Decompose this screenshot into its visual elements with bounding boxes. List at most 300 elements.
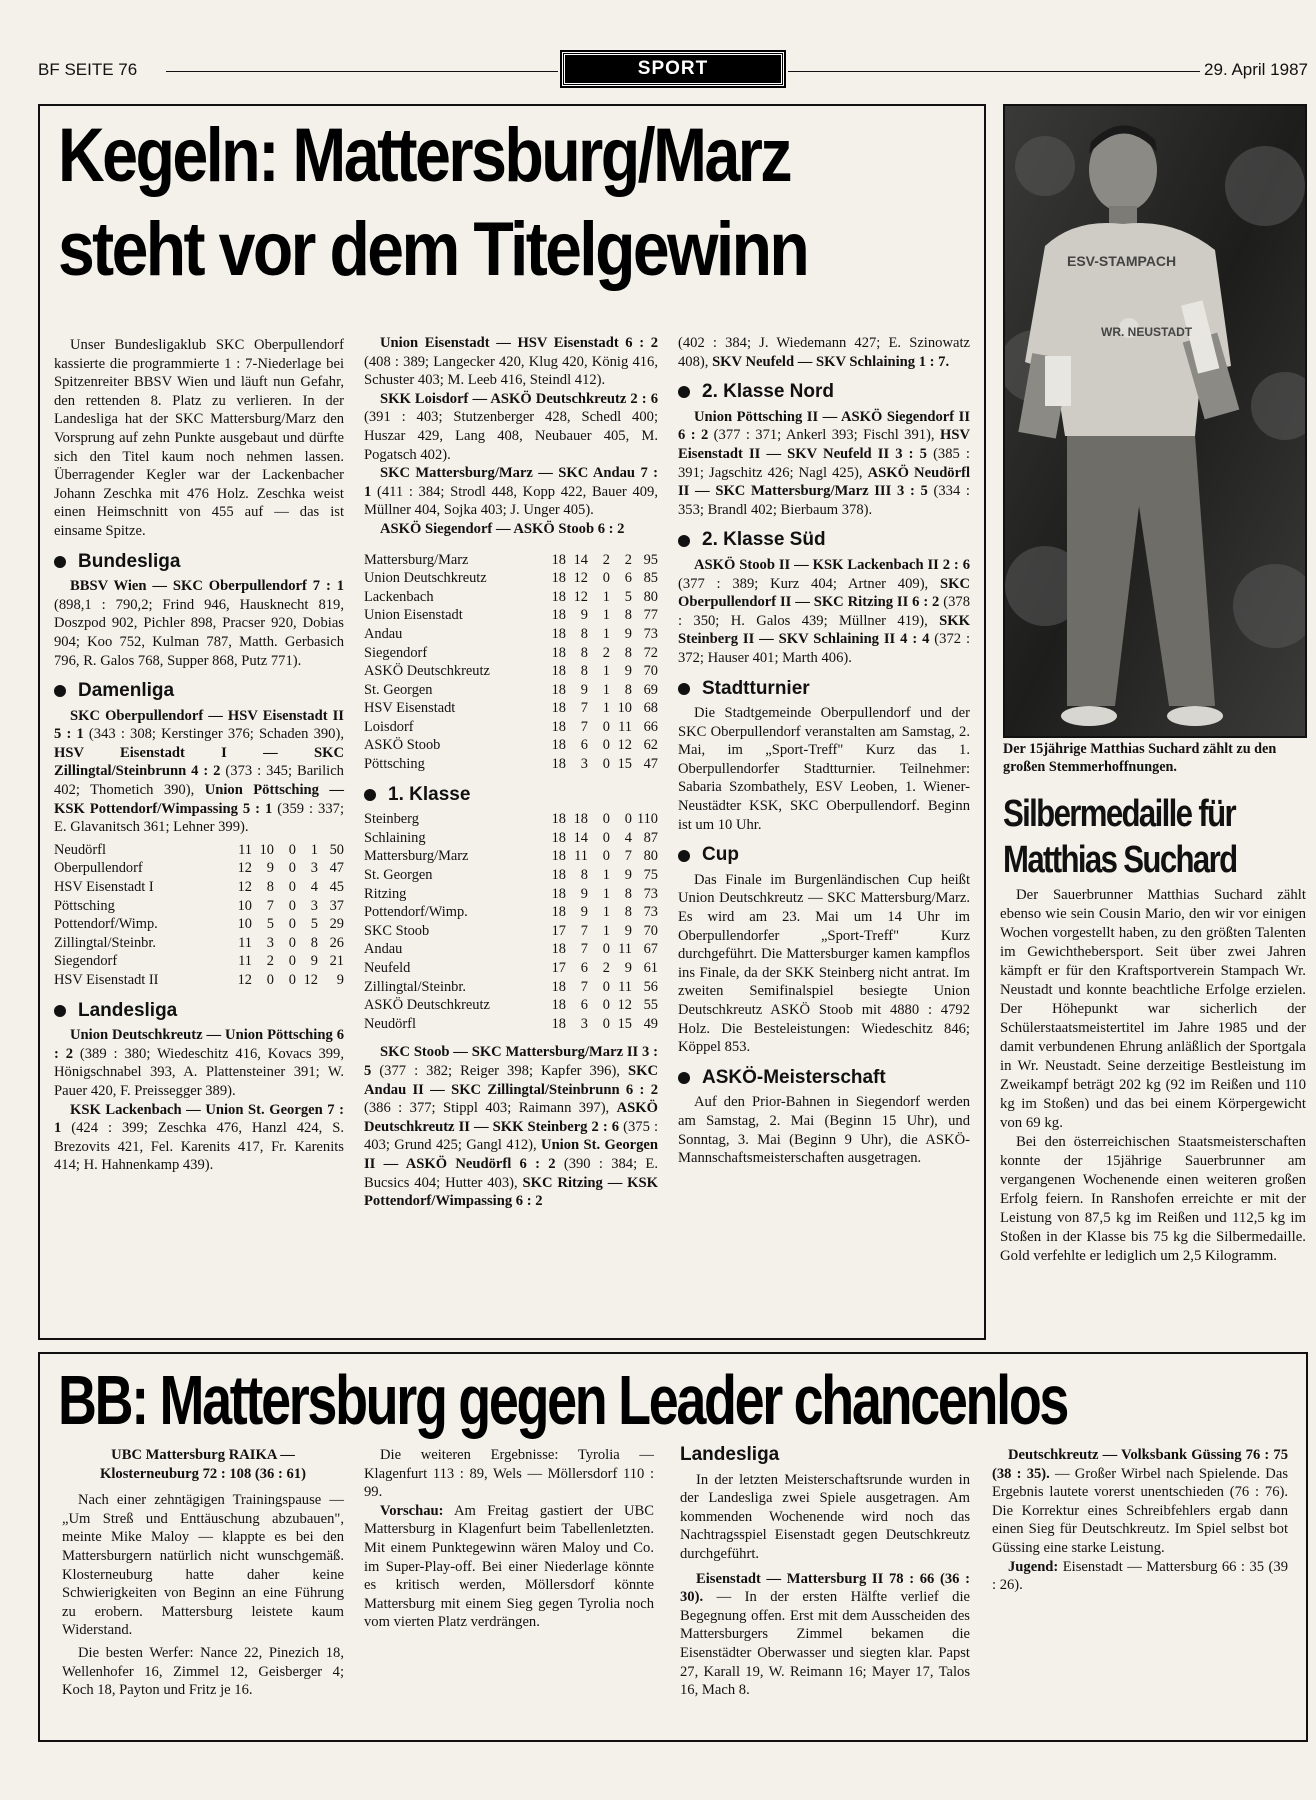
table-row bbox=[364, 681, 658, 700]
team-name-cell: Neudörfl bbox=[54, 841, 106, 858]
section-2-klasse-sued bbox=[678, 531, 970, 550]
stat-cell: 66 bbox=[643, 718, 658, 735]
match-result: SKC Stoob — SKC Mattersburg/Marz II 3 : 5 bbox=[364, 1044, 658, 1079]
match-details: (378 : 350; H. Galos 439; Müllner 419), bbox=[678, 594, 970, 629]
jugend-text: Eisenstadt — Mattersburg 66 : 35 (39 : 26). bbox=[992, 1558, 1288, 1594]
match-result: Union Eisenstadt — HSV Eisenstadt 6 : 2 bbox=[380, 335, 658, 351]
stat-cell: 0 bbox=[288, 841, 296, 858]
stat-cell: 0 bbox=[288, 972, 296, 988]
stat-cell: 72 bbox=[643, 644, 658, 661]
bullet-icon bbox=[54, 1005, 66, 1017]
table-row bbox=[54, 971, 344, 990]
stat-cell: 14 bbox=[573, 829, 588, 846]
match-result: ASKÖ Deutschkreutz II — SKK Steinberg 2 : 6 bbox=[364, 1100, 658, 1135]
basketball-vorschau bbox=[364, 1502, 654, 1632]
section-cup bbox=[678, 846, 970, 865]
match-details: (377 : 382; Reiger 398; Kapfer 396), bbox=[371, 1062, 628, 1079]
section-damenliga bbox=[54, 682, 344, 701]
section-title: 2. Klasse Nord bbox=[702, 381, 834, 403]
stat-cell: 18 bbox=[573, 811, 588, 828]
stat-cell: 0 bbox=[602, 941, 610, 958]
basketball-jugend bbox=[992, 1558, 1288, 1595]
stat-cell: 11 bbox=[618, 941, 632, 958]
table-row bbox=[364, 940, 658, 959]
stat-cell: 9 bbox=[624, 922, 632, 939]
stat-cell: 12 bbox=[237, 972, 252, 988]
team-name-cell: Schlaining bbox=[364, 829, 426, 846]
stat-cell: 8 bbox=[624, 885, 632, 902]
match-details: (424 : 399; Zeschka 476, Hanzl 424, S. Brezovits 421, Fel. Karenits 417, Fr. Karenits 414; H. Hahnenkamp 439). bbox=[54, 1120, 344, 1174]
table-row bbox=[364, 959, 658, 978]
stat-cell: 11 bbox=[618, 978, 632, 995]
stat-cell: 5 bbox=[624, 588, 632, 605]
team-name-cell: Neudörfl bbox=[364, 1015, 416, 1032]
photo-caption: Der 15jährige Matthias Suchard zählt zu den großen Stemmerhoffnungen. bbox=[1003, 741, 1277, 775]
kegeln-headline-line1: Kegeln: Mattersburg/Marz bbox=[58, 113, 791, 198]
stat-cell: 8 bbox=[624, 681, 632, 698]
bullet-icon bbox=[678, 850, 690, 862]
stat-cell: 12 bbox=[237, 860, 252, 877]
stat-cell: 80 bbox=[643, 848, 658, 865]
stat-cell: 45 bbox=[329, 879, 344, 896]
stat-cell: 77 bbox=[643, 607, 658, 624]
stat-cell: 67 bbox=[643, 941, 658, 958]
section-title: Bundesliga bbox=[78, 550, 181, 572]
match-details: — In der ersten Hälfte verlief die Begegnung offen. Erst mit dem Ausscheiden des Mattersburgers Zimmel bekamen die Eisenstädter Oberwasser und siegten klar. Papst 27, Karall 19, W. Reimann 16; Mayer 17, Talos 16, Mach 8. bbox=[680, 1589, 970, 1699]
issue-date: 29. April 1987 bbox=[1204, 60, 1308, 79]
basketball-column-1 bbox=[62, 1446, 344, 1700]
stat-cell: 0 bbox=[266, 972, 274, 988]
stat-cell: 3 bbox=[266, 934, 274, 951]
stat-cell: 0 bbox=[288, 860, 296, 877]
table-row bbox=[54, 934, 344, 953]
basketball-headline: BB: Mattersburg gegen Leader chancenlos bbox=[58, 1361, 1068, 1439]
match-details: (411 : 384; Strodl 448, Kopp 422, Bauer 409, Müllner 404, Sojka 403; J. Unger 405). bbox=[364, 483, 658, 519]
match-details: (334 : 353; Brandl 402; Bierbaum 378). bbox=[678, 483, 970, 518]
match-result: Eisenstadt — Mattersburg II 78 : 66 (36 : 30). bbox=[680, 1570, 970, 1606]
stat-cell: 0 bbox=[602, 737, 610, 754]
match-details: (408 : 389; Langecker 420, Klug 420, König 416, Schuster 403; M. Leeb 416, Steindl 412). bbox=[364, 353, 658, 389]
match-result: HSV Eisenstadt I — SKC Zillingtal/Steinbrunn 4 : 2 bbox=[54, 744, 344, 780]
stat-cell: 1 bbox=[602, 867, 610, 884]
match-result: KSK Lackenbach — Union St. Georgen 7 : 1 bbox=[54, 1101, 344, 1137]
cup-text: Das Finale im Burgenländischen Cup heißt Union Deutschkreutz — SKC Mattersburg/Marz. Es wird am 23. Mai um 14 Uhr im Oberpullendorfer „Sport-Treff" Kurz durchgeführt. Die Mattersburger kamen kampflos ins Finale, da der SKK Steinberg nicht antrat. Im zweiten Semifinalspiel besiegte Union Deutschkreutz ASKÖ Stoob mit 4880 : 4792 Holz. Die Besteleistungen: Wiedeschitz 846; Köppel 853. bbox=[678, 871, 970, 1056]
landesliga-report-6 bbox=[364, 520, 658, 539]
stat-cell: 0 bbox=[288, 953, 296, 970]
basketball-column-4 bbox=[992, 1446, 1288, 1595]
stat-cell: 1 bbox=[310, 841, 318, 858]
team-name-cell: HSV Eisenstadt I bbox=[54, 879, 154, 896]
stat-cell: 0 bbox=[602, 1015, 610, 1032]
match-result: SKK Steinberg II — SKV Schlaining II 4 : 4 bbox=[678, 612, 970, 648]
kegeln-headline-line2: steht vor dem Titelgewinn bbox=[58, 207, 808, 292]
match-details: (377 : 371; Ankerl 393; Fischl 391), bbox=[708, 427, 940, 444]
stat-cell: 7 bbox=[580, 922, 588, 939]
team-name-cell: Ritzing bbox=[364, 885, 407, 902]
stat-cell: 95 bbox=[643, 551, 658, 568]
stat-cell: 1 bbox=[602, 904, 610, 921]
basketball-paragraph-2: Die besten Werfer: Nance 22, Pinezich 18, Wellenhofer 16, Zimmel 12, Geisberger 4; Koch 18, Payton und Fritz je 16. bbox=[62, 1644, 344, 1699]
stat-cell: 18 bbox=[551, 607, 566, 624]
bullet-icon bbox=[54, 685, 66, 697]
team-name-cell: Lackenbach bbox=[364, 588, 434, 605]
stat-cell: 18 bbox=[551, 737, 566, 754]
klasse1-report bbox=[364, 1043, 658, 1210]
stat-cell: 9 bbox=[266, 860, 274, 877]
stat-cell: 1 bbox=[602, 922, 610, 939]
bundesliga-report bbox=[54, 577, 344, 670]
match-result: HSV Eisenstadt II — SKV Neufeld II 3 : 5 bbox=[678, 427, 970, 462]
vorschau-text: Am Freitag gastiert der UBC Mattersburg in Klagenfurt beim Tabellenletzten. Mit einem Punktegewinn wären Maloy und Co. im Super-Play-off. Bei einer Niederlage könnte es kritisch werden, Möllersdorf könnte Mattersburg mit einem Sieg gegen Tyrolia noch vom vierten Platz verdrängen. bbox=[364, 1502, 654, 1631]
kegeln-intro: Unser Bundesligaklub SKC Oberpullendorf kassierte die programmierte 1 : 7-Niederlage bei Spitzenreiter BBSV Wien und läuft nun Gefahr, den rettenden 8. Platz zu verlieren. In der Landesliga hat der SKC Mattersburg/Marz den Vorsprung auf zehn Punkte ausgebaut und dürfte sich den Titel kaum noch nehmen lassen. Überragender Kegler war der Lackenbacher Johann Zeschka mit 476 Holz. Zeschka weist einen Heimschnitt von 455 auf — das ist einsame Spitze. bbox=[54, 337, 344, 539]
klasse1-report-cont bbox=[678, 334, 970, 371]
stat-cell: 0 bbox=[602, 997, 610, 1014]
match-result: SKK Loisdorf — ASKÖ Deutschkreutz 2 : 6 bbox=[380, 390, 658, 407]
stat-cell: 11 bbox=[618, 718, 632, 735]
basketball-match: UBC Mattersburg RAIKA — Klosterneuburg 72 : 108 (36 : 61) bbox=[100, 1447, 306, 1482]
team-name-cell: ASKÖ Deutschkreutz bbox=[364, 663, 490, 680]
stat-cell: 75 bbox=[643, 867, 658, 884]
table-row bbox=[364, 996, 658, 1015]
stat-cell: 18 bbox=[551, 644, 566, 661]
stat-cell: 0 bbox=[624, 811, 632, 828]
team-name-cell: Zillingtal/Steinbr. bbox=[364, 978, 466, 995]
match-result: Union St. Georgen II — ASKÖ Neudörfl 6 : 2 bbox=[364, 1137, 658, 1172]
stat-cell: 14 bbox=[573, 551, 588, 568]
match-result: Union Pöttsching — KSK Pottendorf/Wimpassing 5 : 1 bbox=[54, 782, 344, 817]
stat-cell: 9 bbox=[580, 607, 588, 624]
match-result: Union Deutschkreutz — Union Pöttsching 6 : 2 bbox=[54, 1027, 344, 1062]
stat-cell: 1 bbox=[602, 885, 610, 902]
team-name-cell: Steinberg bbox=[364, 811, 419, 828]
stat-cell: 70 bbox=[643, 663, 658, 680]
table-row bbox=[364, 588, 658, 607]
jugend-label: Jugend: bbox=[1008, 1558, 1059, 1575]
shirt-print-bottom: WR. NEUSTADT bbox=[1101, 325, 1193, 339]
stat-cell: 7 bbox=[580, 700, 588, 717]
stat-cell: 0 bbox=[602, 756, 610, 773]
table-row bbox=[54, 897, 344, 916]
team-name-cell: Andau bbox=[364, 625, 403, 642]
match-details: (372 : 372; Hauser 401; Marth 406). bbox=[678, 631, 970, 666]
stat-cell: 61 bbox=[643, 960, 658, 976]
section-landesliga bbox=[54, 999, 344, 1021]
stat-cell: 1 bbox=[602, 663, 610, 680]
suchard-headline-line1: Silbermedaille für bbox=[1003, 793, 1235, 835]
match-result: Deutschkreutz — Volksbank Güssing 76 : 75 (38 : 35). bbox=[992, 1447, 1288, 1482]
stat-cell: 12 bbox=[617, 997, 632, 1014]
stat-cell: 70 bbox=[643, 922, 658, 939]
stat-cell: 17 bbox=[551, 960, 566, 976]
stat-cell: 18 bbox=[551, 663, 566, 680]
stat-cell: 2 bbox=[602, 644, 610, 661]
stat-cell: 1 bbox=[602, 607, 610, 624]
stat-cell: 68 bbox=[643, 700, 658, 717]
match-result: SKC Oberpullendorf — HSV Eisenstadt II 5 : 1 bbox=[54, 707, 344, 743]
stat-cell: 37 bbox=[329, 897, 344, 914]
landesliga-report-5 bbox=[364, 464, 658, 520]
stat-cell: 11 bbox=[238, 841, 252, 858]
basketball-column-3 bbox=[680, 1446, 970, 1700]
stat-cell: 9 bbox=[580, 681, 588, 698]
stat-cell: 4 bbox=[310, 879, 318, 896]
bullet-icon bbox=[54, 556, 66, 568]
stat-cell: 0 bbox=[602, 570, 610, 587]
stat-cell: 12 bbox=[573, 588, 588, 605]
team-name-cell: Pottendorf/Wimp. bbox=[364, 904, 468, 921]
stat-cell: 69 bbox=[643, 681, 658, 698]
stat-cell: 18 bbox=[551, 1015, 566, 1032]
match-details: — Großer Wirbel nach Spielende. Das Ergebnis lautete vorerst unentschieden (76 : 76). Die Korrektur eines Schreibfehlers ergab dann einen Sieg für Deutschkreutz. Im Spiel selbst bot Güssing eine starke Leistung. bbox=[992, 1465, 1288, 1556]
stat-cell: 21 bbox=[329, 953, 344, 970]
table-row bbox=[364, 755, 658, 774]
team-name-cell: Zillingtal/Steinbr. bbox=[54, 934, 156, 951]
match-result: ASKÖ Neudörfl II — SKC Mattersburg/Marz III 3 : 5 bbox=[678, 464, 970, 500]
stat-cell: 26 bbox=[329, 934, 344, 951]
stat-cell: 9 bbox=[310, 953, 318, 970]
stat-cell: 17 bbox=[551, 922, 566, 939]
stat-cell: 18 bbox=[551, 570, 566, 587]
stat-cell: 49 bbox=[643, 1015, 658, 1032]
landesliga-report-3 bbox=[364, 334, 658, 390]
stat-cell: 3 bbox=[580, 1015, 588, 1032]
stat-cell: 2 bbox=[602, 960, 610, 976]
stat-cell: 7 bbox=[580, 718, 588, 735]
match-result: SKC Andau II — SKC Zillingtal/Steinbrunn 6 : 2 bbox=[364, 1062, 658, 1098]
landesliga-report-1 bbox=[54, 1026, 344, 1100]
section-title: ASKÖ-Meisterschaft bbox=[702, 1066, 886, 1088]
stat-cell: 9 bbox=[624, 960, 632, 976]
table-row bbox=[54, 841, 344, 860]
stat-cell: 73 bbox=[643, 904, 658, 921]
stat-cell: 1 bbox=[602, 700, 610, 717]
basketball-paragraph-1: Nach einer zehntägigen Trainingspause — „Um Streß und Enttäuschung abzubauen", meinte Mike Maloy — klappte es bei den Mattersburgern natürlich nicht wunschgemäß. Klosterneuburg hatte daher keine Schwierigkeiten von Beginn an eine Führung zu erobern. Mattersburg leistete kaum Widerstand. bbox=[62, 1492, 344, 1639]
stat-cell: 6 bbox=[580, 737, 588, 754]
match-result: BBSV Wien — SKC Oberpullendorf 7 : 1 bbox=[70, 578, 344, 595]
stat-cell: 73 bbox=[643, 625, 658, 642]
stadtturnier-text: Die Stadtgemeinde Oberpullendorf und der SKC Oberpullendorf veranstalten am Samstag, 2. Mai, im „Sport-Treff" Kurz das 1. Oberpullendorfer Stadtturnier. Teilnehmer: Sabaria Szombathely, ESV Leoben, 1. Wiener-Neustädter KSK, SKC Oberpullendorf. Beginn ist um 10 Uhr. bbox=[678, 705, 970, 833]
section-title: Landesliga bbox=[680, 1444, 780, 1465]
stat-cell: 11 bbox=[238, 934, 252, 951]
table-row bbox=[364, 662, 658, 681]
suchard-article bbox=[1000, 886, 1306, 1266]
stat-cell: 11 bbox=[238, 953, 252, 970]
team-name-cell: ASKÖ Stoob bbox=[364, 737, 441, 754]
header-rule-left bbox=[166, 71, 558, 72]
stat-cell: 2 bbox=[624, 551, 632, 568]
stat-cell: 5 bbox=[266, 916, 274, 933]
stat-cell: 0 bbox=[288, 916, 296, 933]
basketball-column-2 bbox=[364, 1446, 654, 1632]
stat-cell: 87 bbox=[643, 829, 658, 846]
match-result: SKC Ritzing — KSK Pottendorf/Wimpassing 6 : 2 bbox=[364, 1174, 659, 1210]
stat-cell: 56 bbox=[643, 978, 658, 995]
stat-cell: 0 bbox=[602, 848, 610, 865]
team-name-cell: Pottendorf/Wimp. bbox=[54, 916, 158, 933]
stat-cell: 12 bbox=[237, 879, 252, 896]
kegeln-column-2 bbox=[364, 334, 658, 1211]
match-details: (389 : 380; Wiedeschitz 416, Kovacs 399, Hönigschnabel 393, A. Plattensteiner 391; W. Pauer 420, F. Preissegger 389). bbox=[54, 1045, 344, 1099]
stat-cell: 4 bbox=[624, 829, 632, 846]
match-details: (343 : 308; Kerstinger 376; Schaden 390), bbox=[83, 726, 344, 743]
team-name-cell: Loisdorf bbox=[364, 718, 414, 735]
header-rule-right bbox=[788, 71, 1200, 72]
table-row bbox=[364, 978, 658, 997]
team-name-cell: Siegendorf bbox=[54, 953, 118, 970]
table-row bbox=[364, 718, 658, 737]
stat-cell: 18 bbox=[551, 625, 566, 642]
stat-cell: 2 bbox=[602, 551, 610, 568]
stat-cell: 47 bbox=[329, 860, 344, 877]
team-name-cell: Siegendorf bbox=[364, 644, 428, 661]
stat-cell: 8 bbox=[624, 644, 632, 661]
stat-cell: 3 bbox=[310, 897, 318, 914]
stat-cell: 0 bbox=[288, 879, 296, 896]
stat-cell: 7 bbox=[266, 897, 274, 914]
stat-cell: 10 bbox=[617, 700, 632, 717]
athlete-photo-illustration bbox=[1005, 106, 1307, 738]
basketball-paragraph-3: Die weiteren Ergebnisse: Tyrolia — Klagenfurt 113 : 89, Wels — Möllersdorf 110 : 99. bbox=[364, 1447, 654, 1501]
team-name-cell: ASKÖ Deutschkreutz bbox=[364, 997, 490, 1014]
section-stadtturnier bbox=[678, 677, 970, 699]
table-row bbox=[364, 569, 658, 588]
stat-cell: 8 bbox=[580, 663, 588, 680]
team-name-cell: SKC Stoob bbox=[364, 922, 430, 939]
section-title: Cup bbox=[702, 844, 739, 866]
table-row bbox=[364, 551, 658, 570]
bullet-icon bbox=[364, 789, 376, 801]
stat-cell: 15 bbox=[617, 1015, 632, 1032]
stat-cell: 1 bbox=[602, 681, 610, 698]
stat-cell: 18 bbox=[551, 588, 566, 605]
table-row bbox=[364, 699, 658, 718]
section-title: Landesliga bbox=[78, 999, 178, 1021]
stat-cell: 10 bbox=[259, 841, 274, 858]
match-details: (898,1 : 790,2; Frind 946, Hausknecht 819, Doszpod 902, Pichler 898, Pracser 920, Dobias 904; Koo 752, Kulman 787, Matth. Gerbasich 796, R. Galos 768, Supper 868, Putz 771). bbox=[54, 596, 344, 669]
stat-cell: 18 bbox=[551, 681, 566, 698]
stat-cell: 12 bbox=[617, 737, 632, 754]
kegeln-column-3 bbox=[678, 334, 970, 1168]
section-bundesliga bbox=[54, 550, 344, 572]
stat-cell: 18 bbox=[551, 700, 566, 717]
match-result: SKV Neufeld — SKV Schlaining 1 : 7. bbox=[712, 353, 950, 370]
stat-cell: 15 bbox=[617, 756, 632, 773]
stat-cell: 18 bbox=[551, 904, 566, 921]
table-row bbox=[364, 810, 658, 829]
match-details: (373 : 345; Barilich 402; Thometich 390), bbox=[54, 763, 344, 799]
stat-cell: 0 bbox=[288, 934, 296, 951]
stat-cell: 80 bbox=[643, 588, 658, 605]
stat-cell: 18 bbox=[551, 811, 566, 828]
table-row bbox=[364, 625, 658, 644]
team-name-cell: Mattersburg/Marz bbox=[364, 551, 469, 568]
sued-report bbox=[678, 556, 970, 668]
table-row bbox=[364, 606, 658, 625]
table-row bbox=[364, 1015, 658, 1034]
stat-cell: 73 bbox=[643, 885, 658, 902]
stat-cell: 18 bbox=[551, 551, 566, 568]
stat-cell: 18 bbox=[551, 978, 566, 995]
stat-cell: 18 bbox=[551, 885, 566, 902]
section-1-klasse bbox=[364, 783, 658, 805]
match-result: SKC Oberpullendorf II — SKC Ritzing II 6 : 2 bbox=[678, 575, 970, 611]
team-name-cell: Neufeld bbox=[364, 960, 411, 976]
stat-cell: 12 bbox=[573, 570, 588, 587]
stat-cell: 8 bbox=[580, 625, 588, 642]
match-details: (375 : 403; Grund 425; Gangl 412), bbox=[364, 1118, 658, 1154]
table-row bbox=[364, 885, 658, 904]
section-title: Stadtturnier bbox=[702, 677, 810, 699]
stat-cell: 7 bbox=[580, 941, 588, 958]
kegeln-column-1 bbox=[54, 336, 344, 1175]
match-result: ASKÖ Siegendorf — ASKÖ Stoob 6 : 2 bbox=[380, 520, 625, 537]
stat-cell: 110 bbox=[636, 811, 658, 828]
suchard-headline-line2: Matthias Suchard bbox=[1003, 839, 1237, 881]
bullet-icon bbox=[678, 535, 690, 547]
bullet-icon bbox=[678, 386, 690, 398]
stat-cell: 0 bbox=[602, 718, 610, 735]
match-details: (385 : 391; Jagschitz 426; Nagl 425), bbox=[678, 445, 970, 481]
stat-cell: 18 bbox=[551, 848, 566, 865]
stat-cell: 8 bbox=[624, 904, 632, 921]
stat-cell: 6 bbox=[580, 997, 588, 1014]
stat-cell: 50 bbox=[329, 841, 344, 858]
team-name-cell: St. Georgen bbox=[364, 867, 433, 884]
stat-cell: 8 bbox=[580, 644, 588, 661]
stat-cell: 5 bbox=[310, 916, 318, 933]
stat-cell: 0 bbox=[288, 897, 296, 914]
team-name-cell: Pöttsching bbox=[364, 756, 425, 773]
table-row bbox=[364, 736, 658, 755]
stat-cell: 6 bbox=[624, 570, 632, 587]
stat-cell: 9 bbox=[624, 867, 632, 884]
suchard-paragraph-1: Der Sauerbrunner Matthias Suchard zählt ebenso wie sein Cousin Mario, den wir vor einigen Wochen vorgestellt haben, zu den größten Talenten im Gewichthebersport. Seit über zwei Jahren kämpft er für den Kraftsportverein Stampach Wr. Neustadt und konnte beachtliche Erfolge erzielen. Der Höhepunkt war sicherlich der Schülerstaatsmeistertitel im Jahre 1985 und der damit verbundenen Ehrung anläßlich der Sportgala in Wr. Neustadt. Seine derzeitige Bestleistung im Zweikampf beträgt 202 kg (92 im Reißen und 110 kg im Stoßen) und das bei einem Körpergewicht von 69 kg. bbox=[1000, 887, 1306, 1131]
stat-cell: 18 bbox=[551, 867, 566, 884]
match-details: (391 : 403; Stutzenberger 428, Schedl 400; Huszar 429, Lang 408, Neubauer 405, M. Pogatsch 402). bbox=[364, 409, 658, 463]
stat-cell: 9 bbox=[580, 885, 588, 902]
stat-cell: 6 bbox=[580, 960, 588, 976]
stat-cell: 47 bbox=[643, 756, 658, 773]
table-row bbox=[54, 952, 344, 971]
team-name-cell: Union Deutschkreutz bbox=[364, 570, 487, 587]
vorschau-label: Vorschau: bbox=[380, 1502, 444, 1519]
bullet-icon bbox=[678, 683, 690, 695]
bullet-icon bbox=[678, 1072, 690, 1084]
stat-cell: 9 bbox=[336, 972, 344, 988]
match-details: (386 : 377; Stippl 403; Raimann 397), bbox=[364, 1100, 617, 1117]
match-details: (377 : 389; Kurz 404; Artner 409), bbox=[678, 575, 940, 592]
match-details: (390 : 384; E. Bucsics 404; Hutter 403), bbox=[364, 1155, 658, 1191]
section-title: 1. Klasse bbox=[388, 783, 471, 805]
stat-cell: 8 bbox=[624, 607, 632, 624]
shirt-print-top: ESV-STAMPACH bbox=[1067, 253, 1177, 269]
stat-cell: 2 bbox=[266, 953, 274, 970]
landesliga-standings bbox=[364, 551, 658, 774]
damenliga-report bbox=[54, 707, 344, 837]
stat-cell: 85 bbox=[643, 570, 658, 587]
stat-cell: 7 bbox=[580, 978, 588, 995]
table-row bbox=[364, 903, 658, 922]
suchard-paragraph-2: Bei den österreichischen Staatsmeisterschaften konnte der 15jährige Sauerbrunner am vergangenen Wochenende einen weiteren großen Erfolg feiern. In Ranshofen erreichte er mit der Leistung von 87,5 kg im Reißen und 112,5 kg im Stoßen in der Klasse bis 75 kg die Silbermedaille. Gold verfehlte er lediglich um 2,5 Kilogramm. bbox=[1000, 1134, 1306, 1264]
stat-cell: 8 bbox=[580, 867, 588, 884]
stat-cell: 3 bbox=[310, 860, 318, 877]
page-number: BF SEITE 76 bbox=[38, 60, 138, 79]
table-row bbox=[364, 847, 658, 866]
table-row bbox=[364, 866, 658, 885]
stat-cell: 8 bbox=[310, 934, 318, 951]
match-result: ASKÖ Stoob II — KSK Lackenbach II 2 : 6 bbox=[694, 556, 970, 573]
table-row bbox=[364, 644, 658, 663]
